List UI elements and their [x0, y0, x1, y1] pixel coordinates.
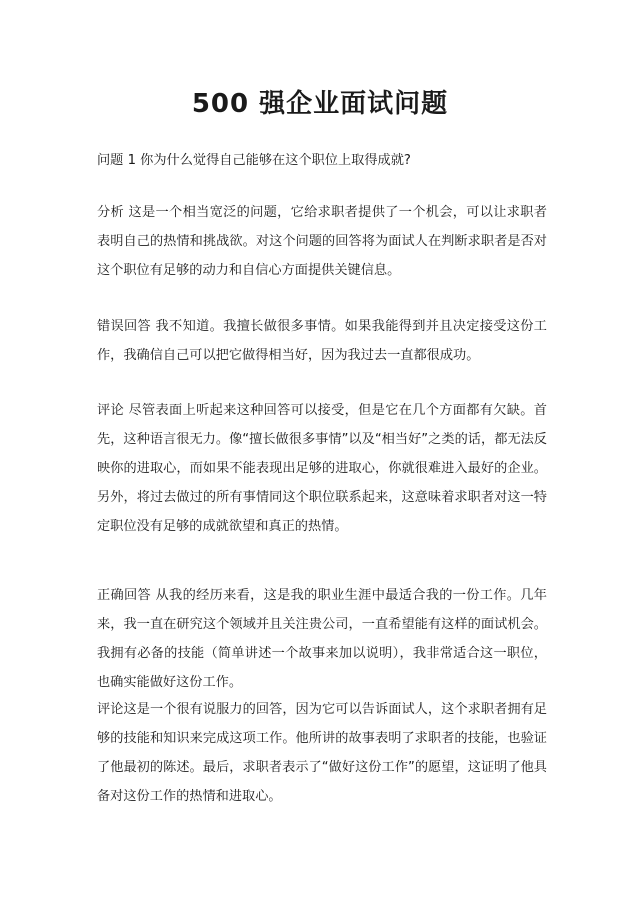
analysis-paragraph: 分析 这是一个相当宽泛的问题，它给求职者提供了一个机会，可以让求职者表明自己的热情和挑战欲。对这个问题的回答将为面试人在判断求职者是否对这个职位有足够的动力和自信心方面提供关键信息。 [97, 205, 547, 278]
comment-paragraph-1: 评论 尽管表面上听起来这种回答可以接受，但是它在几个方面都有欠缺。首先，这种语言很无力。像“擅长做很多事情”以及“相当好”之类的话，都无法反映你的进取心，而如果不能表现出足够的进取心，你就很难进入最好的企业。另外，将过去做过的所有事情同这个职位联系起来，这意味着求职者对这一特定职位没有足够的成就欲望和真正的热情。 [97, 403, 547, 534]
correct-answer-paragraph: 正确回答 从我的经历来看，这是我的职业生涯中最适合我的一份工作。几年来，我一直在研究这个领域并且关注贵公司，一直希望能有这样的面试机会。我拥有必备的技能（简单讲述一个故事来加以说明），我非常适合这一职位，也确实能做好这份工作。 [97, 588, 547, 690]
document-title: 500 强企业面试问题 [191, 89, 449, 119]
question-paragraph: 问题 1 你为什么觉得自己能够在这个职位上取得成就? [97, 153, 411, 168]
wrong-answer-paragraph: 错误回答 我不知道。我擅长做很多事情。如果我能得到并且决定接受这份工作，我确信自己可以把它做得相当好，因为我过去一直都很成功。 [97, 319, 547, 363]
comment-paragraph-2: 评论这是一个很有说服力的回答，因为它可以告诉面试人，这个求职者拥有足够的技能和知识来完成这项工作。他所讲的故事表明了求职者的技能，也验证了他最初的陈述。最后，求职者表示了“做好这份工作”的愿望，这证明了他具备对这份工作的热情和进取心。 [97, 702, 547, 804]
